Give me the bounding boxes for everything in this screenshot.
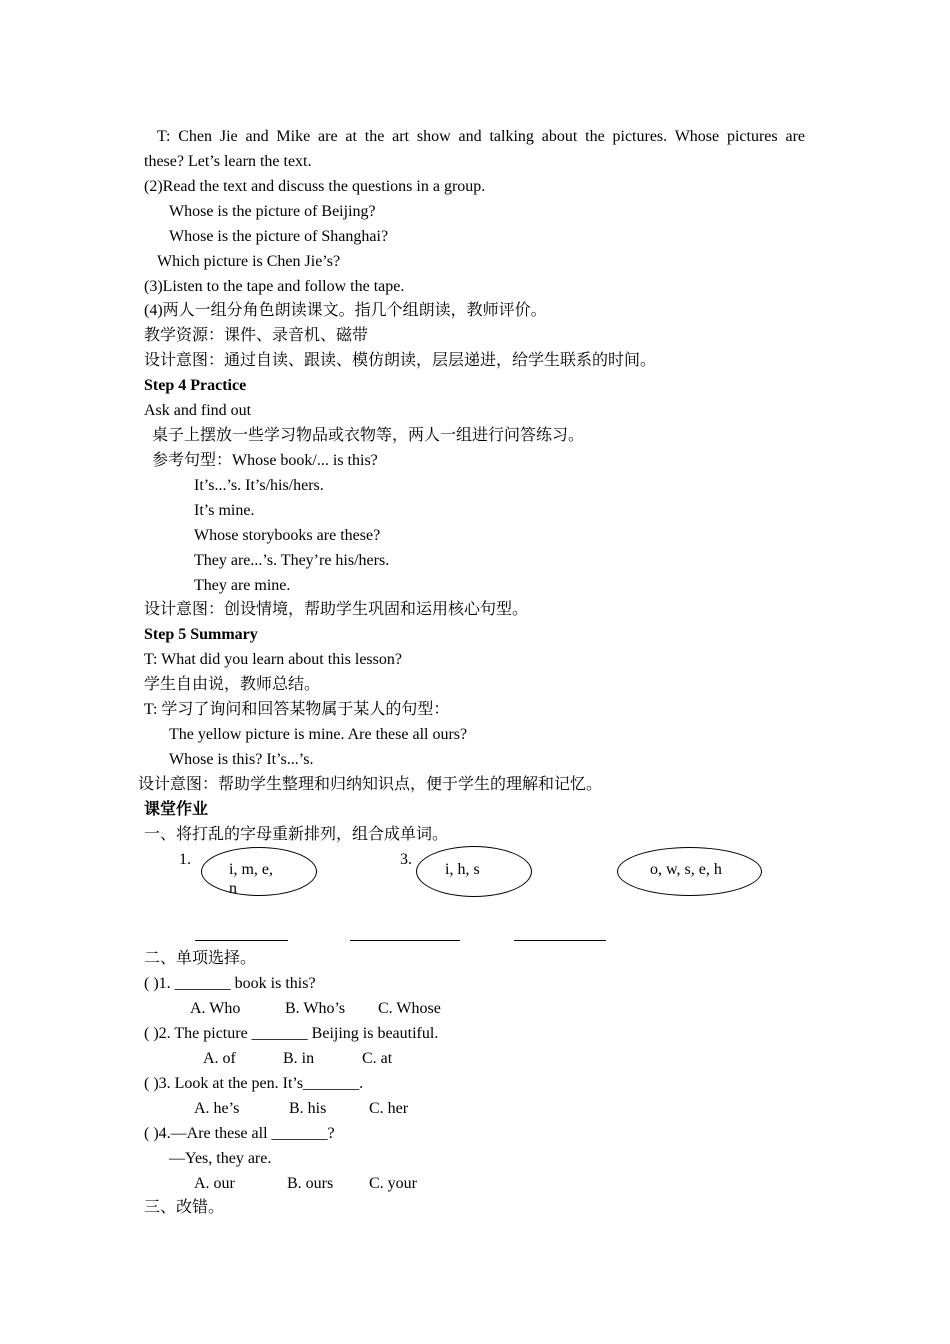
mc-option: C. her [369, 1100, 409, 1117]
step3-intent: 设计意图：通过自读、跟读、模仿朗读，层层递进，给学生联系的时间。 [144, 352, 657, 369]
mc-option: B. his [289, 1100, 327, 1117]
letter-oval-3-text: o, w, s, e, h [650, 861, 722, 878]
mc-option: A. Who [190, 1000, 241, 1017]
step4-pattern: They are...’s. They’re his/hers. [194, 552, 390, 569]
part3-title: 三、改错。 [144, 1199, 225, 1216]
part2-title: 二、单项选择。 [144, 950, 257, 967]
step3-question-2: Whose is the picture of Shanghai? [169, 228, 389, 245]
mc-question-3: ( )3. Look at the pen. It’s_______. [144, 1075, 364, 1092]
part1-title: 一、将打乱的字母重新排列，组合成单词。 [144, 826, 449, 843]
mc-option: C. your [369, 1175, 417, 1192]
part1-number-3: 3. [400, 851, 412, 868]
mc-option: B. in [283, 1050, 315, 1067]
intro-line-2: these? Let’s learn the text. [144, 153, 312, 170]
step4-subheading: Ask and find out [144, 402, 252, 419]
step5-students: 学生自由说，教师总结。 [144, 676, 321, 693]
step5-heading: Step 5 Summary [144, 626, 258, 643]
mc-option: C. Whose [378, 1000, 441, 1017]
letter-oval-1-text-wrap: n [229, 880, 237, 897]
step4-intent: 设计意图：创设情境，帮助学生巩固和运用核心句型。 [144, 601, 529, 618]
letter-oval-1-text: i, m, e, [229, 861, 273, 878]
step4-pattern: They are mine. [194, 577, 291, 594]
letter-oval-2-text: i, h, s [445, 861, 480, 878]
mc-option: A. of [203, 1050, 236, 1067]
step3-item-4: (4)两人一组分角色朗读课文。指几个组朗读，教师评价。 [144, 302, 547, 319]
answer-blank-2[interactable] [350, 940, 460, 941]
step3-item-2: (2)Read the text and discuss the questions in a group. [144, 178, 486, 195]
mc-question-4-answer: —Yes, they are. [169, 1150, 272, 1167]
step3-item-3: (3)Listen to the tape and follow the tape. [144, 278, 405, 295]
mc-question-4: ( )4.—Are these all _______? [144, 1125, 335, 1142]
step5-teacher-summary: T: 学习了询问和回答某物属于某人的句型： [144, 701, 450, 718]
step4-pattern: It’s...’s. It’s/his/hers. [194, 477, 324, 494]
step4-pattern: Whose storybooks are these? [194, 527, 381, 544]
mc-question-1: ( )1. _______ book is this? [144, 975, 316, 992]
mc-option: B. Who’s [285, 1000, 346, 1017]
homework-heading: 课堂作业 [144, 801, 209, 818]
mc-option: C. at [362, 1050, 393, 1067]
step5-question: T: What did you learn about this lesson? [144, 651, 402, 668]
step4-heading: Step 4 Practice [144, 377, 247, 394]
step4-pattern-label: 参考句型：Whose book/... is this? [152, 452, 378, 469]
answer-blank-3[interactable] [514, 940, 606, 941]
step5-intent: 设计意图：帮助学生整理和归纳知识点，便于学生的理解和记忆。 [138, 776, 603, 793]
step4-description: 桌子上摆放一些学习物品或衣物等，两人一组进行问答练习。 [152, 427, 585, 444]
answer-blank-1[interactable] [195, 940, 288, 941]
step4-pattern: It’s mine. [194, 502, 255, 519]
mc-option: B. ours [287, 1175, 334, 1192]
step3-question-1: Whose is the picture of Beijing? [169, 203, 376, 220]
mc-option: A. he’s [194, 1100, 240, 1117]
step5-example-2: Whose is this? It’s...’s. [169, 751, 314, 768]
step3-question-3: Which picture is Chen Jie’s? [157, 253, 341, 270]
part1-number-1: 1. [179, 851, 191, 868]
step5-example-1: The yellow picture is mine. Are these all ours? [169, 726, 468, 743]
intro-line-1: T: Chen Jie and Mike are at the art show and talking about the pictures. Whose pictures are [157, 128, 805, 145]
mc-option: A. our [194, 1175, 235, 1192]
mc-question-2: ( )2. The picture _______ Beijing is beautiful. [144, 1025, 439, 1042]
step3-resources: 教学资源：课件、录音机、磁带 [144, 327, 369, 344]
